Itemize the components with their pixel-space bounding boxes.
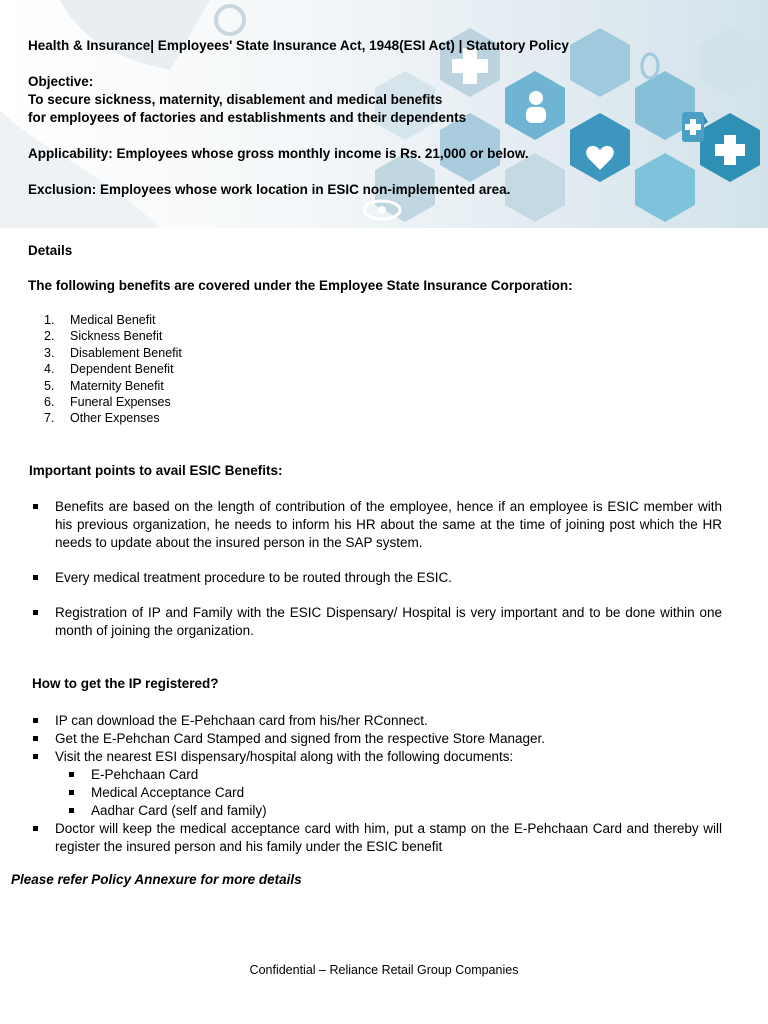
list-item: Medical Acceptance Card [30,784,722,802]
banner-text-block [28,37,748,199]
important-heading: Important points to avail ESIC Benefits: [29,463,283,478]
objective-line-1: To secure sickness, maternity, disablement and medical benefits [28,92,443,107]
details-heading: Details [28,243,73,258]
bullet-square-icon [33,610,38,615]
list-item: 3. Disablement Benefit [44,345,182,360]
bullet-square-icon [69,772,74,777]
list-item: Registration of IP and Family with the ESIC Dispensary/ Hospital is very important and to be done within one month of joining the organization. [30,604,722,640]
confidential-footer: Confidential – Reliance Retail Group Companies [249,963,519,977]
register-heading: How to get the IP registered? [32,676,219,691]
list-item: 5. Maternity Benefit [44,378,164,393]
list-item: 4. Dependent Benefit [44,362,174,377]
list-item: Get the E-Pehchan Card Stamped and signed from the respective Store Manager. [30,730,722,748]
bullet-square-icon [69,808,74,813]
documents-list [30,766,722,820]
header-banner [0,0,768,228]
benefits-intro: The following benefits are covered under the Employee State Insurance Corporation: [28,278,573,293]
list-item: Every medical treatment procedure to be routed through the ESIC. [30,569,722,587]
bullet-square-icon [33,504,38,509]
policy-annexure-note: Please refer Policy Annexure for more details [11,872,302,887]
benefits-list [44,312,182,427]
objective-label: Objective: [28,74,94,89]
important-points-list-2 [30,569,722,587]
list-item: Aadhar Card (self and family) [30,802,722,820]
exclusion-text: Exclusion: Employees whose work location in ESIC non-implemented area. [28,182,511,197]
register-steps-list [30,712,722,766]
list-item: E-Pehchaan Card [30,766,722,784]
list-item: 1. Medical Benefit [44,313,156,327]
important-points-list-3 [30,604,722,640]
important-points-list [30,498,722,552]
policy-title: Health & Insurance| Employees' State Insurance Act, 1948(ESI Act) | Statutory Policy [28,38,569,53]
list-item: 2. Sickness Benefit [44,329,163,344]
bullet-square-icon [33,736,38,741]
list-item: Doctor will keep the medical acceptance card with him, put a stamp on the E-Pehchaan Card and thereby will register the insured person and his family under the ESIC benefit [30,820,722,856]
bullet-square-icon [33,575,38,580]
list-item: 7. Other Expenses [44,411,160,426]
bullet-square-icon [69,790,74,795]
list-item: Benefits are based on the length of contribution of the employee, hence if an employee is ESIC member with his previous organization, he needs to inform his HR about the same at the time of joining post which the HR needs to update about the insured person in the SAP system. [30,498,722,552]
bullet-square-icon [33,718,38,723]
bullet-square-icon [33,754,38,759]
applicability-text: Applicability: Employees whose gross monthly income is Rs. 21,000 or below. [28,146,529,161]
objective-line-2: for employees of factories and establishments and their dependents [28,110,467,125]
list-item: 6. Funeral Expenses [44,395,171,410]
bullet-square-icon [33,826,38,831]
doctor-step-list [30,820,722,856]
list-item: IP can download the E-Pehchaan card from his/her RConnect. [30,712,722,730]
list-item: Visit the nearest ESI dispensary/hospital along with the following documents: [30,748,722,766]
